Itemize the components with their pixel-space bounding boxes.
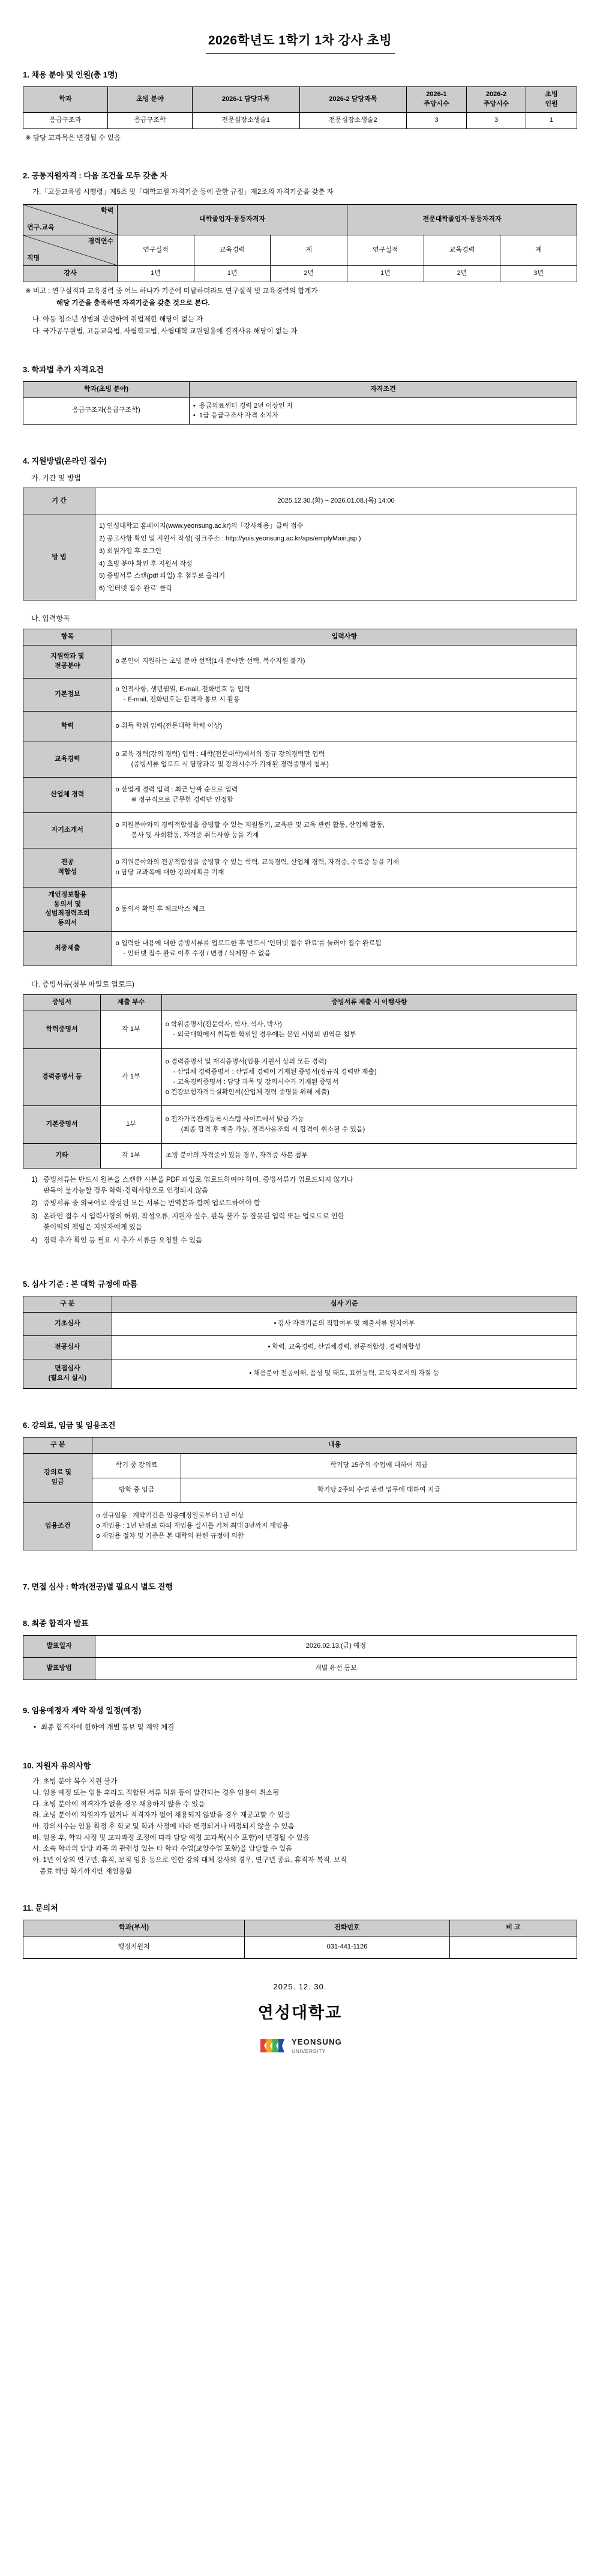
recruitment-fields-table — [23, 86, 577, 129]
subheader-total-2: 계 — [500, 235, 577, 266]
cell-fee-label: 강의료 및 임금 — [23, 1453, 92, 1502]
section-9-contract-schedule — [23, 1705, 577, 1733]
list-item: • 1급 응급구조사 자격 소지자 — [193, 411, 573, 421]
cell-doc-notes: o 학위증명서(전문학사, 학사, 석사, 박사) - 외국대학에서 취득한 학위일 경우에는 본인 서명의 번역문 첨부 — [161, 1011, 577, 1048]
table-row — [23, 1453, 577, 1478]
section-10-heading: 10. 지원자 유의사항 — [23, 1761, 91, 1770]
section-1-recruitment-fields — [23, 70, 577, 143]
table-row — [23, 398, 577, 424]
col-category: 구 분 — [23, 1437, 92, 1453]
final-results-table — [23, 1635, 577, 1680]
table-row — [23, 1011, 577, 1048]
notice-item: 나. 임용 예정 또는 임용 후라도 적합된 서류 허위 등이 발견되는 경우 임용이 취소됨 — [32, 1789, 280, 1797]
cell-category: 전공심사 — [23, 1335, 112, 1359]
cell-category: 면접심사 (필요시 실시) — [23, 1359, 112, 1388]
section-9-heading: 9. 임용예정자 계약 작성 일정(예정) — [23, 1706, 142, 1716]
cell-doc-notes: o 전자가족관계등록시스템 사이트에서 발급 가능 (최종 합격 후 제출 가능, 결격사유조회 시 합격이 취소될 수 있음) — [161, 1105, 577, 1143]
contract-schedule-list — [34, 1722, 577, 1733]
cell-item-detail: o 취득 학위 입력(전문대학 학력 이상) — [112, 711, 577, 742]
table-header-row-1 — [23, 205, 577, 235]
contact-table — [23, 1920, 577, 1959]
section-3-additional-requirements — [23, 364, 577, 425]
table-row — [23, 887, 577, 932]
cell-item-name: 최종제출 — [23, 932, 112, 966]
section-6-salary-conditions — [23, 1420, 577, 1550]
col-copies: 제출 부수 — [101, 994, 162, 1011]
section-1-heading: 1. 채용 분야 및 인원(총 1명) — [23, 70, 118, 80]
col-category: 구 분 — [23, 1296, 112, 1312]
cell-doc-name: 기타 — [23, 1143, 101, 1168]
cell-item-name: 기본정보 — [23, 678, 112, 711]
table-row — [23, 1937, 577, 1959]
corner-cell-degree: 학력 연구.교육 — [23, 205, 118, 235]
table-header-row-2 — [23, 235, 577, 266]
notice-item: 사. 소속 학과의 담당 과목 외 관련성 있는 타 학과 수업(교양수업 포함)을 담당할 수 있음 — [32, 1845, 293, 1853]
value-announce-date: 2026.02.13.(금) 예정 — [95, 1636, 577, 1658]
cell-subject-2: 전문심장소생술2 — [299, 113, 407, 129]
table-header-row — [23, 381, 577, 398]
label-announce-date: 발표일자 — [23, 1636, 95, 1658]
col-dept-field: 학과(초빙 분야) — [23, 381, 190, 398]
subheader-teaching-1: 교육경력 — [194, 235, 271, 266]
section-7-heading: 7. 면접 심사 : 학과(전공)별 필요시 별도 진행 — [23, 1582, 173, 1591]
cell-doc-name: 학력증명서 — [23, 1011, 101, 1048]
section-2-heading: 2. 공통지원자격 : 다음 조건을 모두 갖춘 자 — [23, 171, 168, 180]
salary-conditions-table — [23, 1437, 577, 1550]
section-3-heading: 3. 학과별 추가 자격요건 — [23, 364, 104, 374]
col-document: 증빙서 — [23, 994, 101, 1011]
subheader-total-1: 계 — [271, 235, 347, 266]
table-row — [23, 1658, 577, 1680]
section-4-sub-a: 가. 기간 및 방법 — [31, 473, 81, 482]
notice-item: 아. 1년 이상의 연구년, 휴직, 보직 임용 등으로 인한 강의 대체 강사의 경우, 연구년 종료, 휴직자 복직, 보직 — [32, 1857, 347, 1864]
cell-item-detail: o 지원분야와의 경력적합성을 증빙할 수 있는 지원동기, 교육관 및 교육 관련 활동, 산업체 활동, 봉사 및 사회활동, 자격증 취득사항 등을 기재 — [112, 812, 577, 848]
col-dept: 학과 — [23, 87, 108, 113]
cell-item-name: 산업체 경력 — [23, 777, 112, 812]
section-11-contact — [23, 1903, 577, 1959]
cell-doc-copies: 각 1부 — [101, 1011, 162, 1048]
table-row-period — [23, 488, 577, 515]
table-row — [23, 1143, 577, 1168]
table-row — [23, 711, 577, 742]
cell-dept: 응급구조과 — [23, 113, 108, 129]
section-7-interview — [23, 1582, 577, 1593]
section-2-item-b: 나. 아동 청소년 성범죄 관련하여 취업제한 해당이 없는 자 — [32, 315, 203, 323]
value-announce-method: 개별 유선 통보 — [95, 1658, 577, 1680]
cell-criteria: • 학력, 교육경력, 산업체경력, 전공적합성, 경력적합성 — [112, 1335, 577, 1359]
cell-total-1: 2년 — [271, 266, 347, 282]
col-subject-2026-1: 2026-1 담당과목 — [192, 87, 299, 113]
cell-fee-text-vacation: 학기당 2주의 수업 관련 업무에 대하여 지급 — [181, 1478, 577, 1502]
list-item: 1) 증빙서류는 반드시 원본을 스캔한 사본을 PDF 파일로 업로드하여야 하며, 증빙서류가 업로드되지 않거나 판독이 불가능할 경우 학력·경력사항으로 인정되지 않음 — [31, 1176, 353, 1195]
section-4-application-method — [23, 456, 577, 1246]
cell-department: 행정지원처 — [23, 1937, 245, 1959]
cell-subject-1: 전문심장소생술1 — [192, 113, 299, 129]
additional-requirements-table — [23, 381, 577, 425]
table-row — [23, 742, 577, 777]
cell-doc-name: 경력증명서 등 — [23, 1048, 101, 1105]
col-criteria: 심사 기준 — [112, 1296, 577, 1312]
table-row-method — [23, 515, 577, 600]
cell-criteria: • 채용분야 전공이해, 품성 및 태도, 표현능력, 교육자로서의 자질 등 — [112, 1359, 577, 1388]
section-2-item-a: 가.「고등교육법 시행령」제5조 및「대학교원 자격기준 등에 관한 규정」제2조의 자격기준을 갖춘 자 — [32, 188, 334, 196]
col-hours-2026-2: 2026-2 주당시수 — [466, 87, 526, 113]
cell-headcount: 1 — [526, 113, 577, 129]
cell-conditions-items: o 신규임용 : 계약기간은 임용예정일로부터 1년 이상 o 재임용 : 1년 단위로 하되 재임용 실시를 거쳐 최대 3년까지 재임용 o 재임용 절차 및 기준은 본 대학의 관련 규정에 의함 — [92, 1502, 577, 1550]
value-period: 2025.12.30.(화) ~ 2026.01.08.(목) 14:00 — [95, 488, 577, 515]
qualification-years-table — [23, 204, 577, 282]
cell-doc-copies: 1부 — [101, 1105, 162, 1143]
notice-item-cont: 종료 해당 학기까지만 재임용함 — [40, 1867, 133, 1875]
section-4-sub-b: 나. 입력항목 — [31, 614, 70, 623]
table-row — [23, 932, 577, 966]
cell-position-title: 강사 — [23, 266, 118, 282]
corner-cell-years: 경력연수 직명 — [23, 235, 118, 266]
method-step: 3) 회원가입 후 로그인 — [98, 547, 161, 555]
notice-item: 바. 임용 후, 학과 사정 및 교과과정 조정에 따라 담당 예정 교과목(시수 포함)이 변경될 수 있음 — [32, 1834, 310, 1842]
table-row — [23, 848, 577, 887]
cell-teaching-1: 1년 — [194, 266, 271, 282]
col-conditions: 자격조건 — [189, 381, 577, 398]
section-4-sub-c: 다. 증빙서류(첨부 파일로 업로드) — [31, 980, 135, 989]
method-step: 1) 연성대학교 홈페이지(www.yeonsung.ac.kr)의「강사채용」클릭 접수 — [98, 522, 304, 530]
col-submission-notes: 증빙서류 제출 시 이행사항 — [161, 994, 577, 1011]
col-content: 내용 — [92, 1437, 577, 1453]
table-header-row — [23, 1296, 577, 1312]
evaluation-criteria-table — [23, 1296, 577, 1389]
cell-criteria: • 강사 자격기준의 적합여부 및 제출서류 일치여부 — [112, 1312, 577, 1335]
table-row — [23, 1335, 577, 1359]
application-period-table — [23, 488, 577, 600]
section-2-note-line-2: 해당 기준을 충족하면 자격기준을 갖춘 것으로 본다. — [56, 299, 210, 307]
table-row — [23, 812, 577, 848]
cell-item-name: 개인정보활용 동의서 및 성범죄경력조회 동의서 — [23, 887, 112, 932]
subheader-research-2: 연구실적 — [347, 235, 424, 266]
subheader-teaching-2: 교육경력 — [424, 235, 500, 266]
list-item: 3) 온라인 접수 시 입력사항의 허위, 작성오류, 지원자 실수, 판독 불가 등 잘못된 입력 또는 업로드로 인한 불이익의 책임은 지원자에게 있음 — [31, 1212, 344, 1232]
table-header-row — [23, 1437, 577, 1453]
cell-research-2: 1년 — [347, 266, 424, 282]
input-items-table — [23, 629, 577, 967]
cell-fee-sub-vacation: 방학 중 임금 — [92, 1478, 181, 1502]
conditions-list — [193, 401, 573, 421]
section-4-heading: 4. 지원방법(온라인 접수) — [23, 456, 107, 465]
cell-fee-sub-semester: 학기 중 강의료 — [92, 1453, 181, 1478]
document-notes-list — [23, 1175, 577, 1246]
section-2-item-c: 다. 국가공무원법, 고등교육법, 사립학교법, 사립대학 교원임용에 결격사유 해당이 없는 자 — [32, 328, 298, 336]
col-input-detail: 입력사항 — [112, 629, 577, 645]
label-announce-method: 발표방법 — [23, 1658, 95, 1680]
method-step: 2) 공고사항 확인 및 지원서 작성( 링크주소 : http://yuis.yeonsung.ac.kr/aps/emplyMain.jsp ) — [98, 534, 361, 542]
title-underline — [206, 53, 395, 54]
method-step: 6) '인터넷 접수 완료' 클릭 — [98, 585, 172, 593]
university-name: 연성대학교 — [257, 2004, 343, 2022]
cell-teaching-2: 2년 — [424, 266, 500, 282]
table-header-row — [23, 629, 577, 645]
cell-doc-notes: 초빙 분야의 자격증이 있을 경우, 자격증 사본 첨부 — [161, 1143, 577, 1168]
cell-phone: 031-441-1126 — [245, 1937, 450, 1959]
col-phone: 전화번호 — [245, 1920, 450, 1937]
section-11-heading: 11. 문의처 — [23, 1903, 58, 1913]
cell-hours-1: 3 — [407, 113, 467, 129]
table-header-row — [23, 994, 577, 1011]
logo-wordmark: YEONSUNG UNIVERSITY — [291, 2037, 342, 2055]
col-remarks: 비 고 — [449, 1920, 577, 1937]
cell-hours-2: 3 — [466, 113, 526, 129]
cell-item-detail: o 동의서 확인 후 체크박스 체크 — [112, 887, 577, 932]
section-10-applicant-notices — [23, 1761, 577, 1877]
yeonsung-logo-icon — [258, 2036, 286, 2056]
issue-date: 2025. 12. 30. — [273, 1982, 327, 1992]
col-field: 초빙 분야 — [107, 87, 192, 113]
col-subject-2026-2: 2026-2 담당과목 — [299, 87, 407, 113]
list-item: • 최종 합격자에 한하여 개별 통보 및 계약 체결 — [34, 1722, 577, 1733]
page-title: 2026학년도 1학기 1차 강사 초빙 — [208, 34, 392, 47]
university-logo — [23, 2036, 577, 2056]
section-2-common-qualifications — [23, 171, 577, 337]
table-row — [23, 1312, 577, 1335]
subheader-research-1: 연구실적 — [118, 235, 194, 266]
cell-item-detail: o 입력한 내용에 대한 증빙서류를 업로드한 후 반드시 '인터넷 접수 완료'를 눌러야 접수 완료됨 - 인터넷 접수 완료 이후 수정 / 변경 / 삭제할 수 없음 — [112, 932, 577, 966]
cell-remarks — [449, 1937, 577, 1959]
section-1-note: ※ 담당 교과목은 변경될 수 있음 — [25, 135, 121, 142]
cell-total-2: 3년 — [500, 266, 577, 282]
cell-conditions-label: 임용조건 — [23, 1502, 92, 1550]
cell-item-name: 학력 — [23, 711, 112, 742]
table-row — [23, 645, 577, 678]
section-8-heading: 8. 최종 합격자 발표 — [23, 1619, 89, 1628]
table-row — [23, 113, 577, 129]
cell-item-name: 지원학과 및 전공분야 — [23, 645, 112, 678]
cell-category: 기초심사 — [23, 1312, 112, 1335]
list-item: 4) 경력 추가 확인 등 필요 시 추가 서류를 요청할 수 있음 — [31, 1236, 203, 1244]
list-item: 2) 증빙서류 중 외국어로 작성된 모든 서류는 번역본과 함께 업로드하여야 함 — [31, 1200, 261, 1208]
section-8-final-results — [23, 1618, 577, 1680]
section-5-heading: 5. 심사 기준 : 본 대학 규정에 따름 — [23, 1280, 138, 1289]
cell-item-detail: o 지원분야와의 전공적합성을 증빙할 수 있는 학력, 교육경력, 산업체 경력, 자격증, 수료증 등을 기재 o 담당 교과목에 대한 강의계획을 기재 — [112, 848, 577, 887]
table-row — [23, 777, 577, 812]
table-row — [23, 1478, 577, 1502]
col-item: 항목 — [23, 629, 112, 645]
cell-item-detail: o 교육 경력(강의 경력) 입력 : 대학(전문대학)에서의 정규 강의경력만 입력 (증빙서류 업로드 시 담당과목 및 강의시수가 기재된 경력증명서 첨부) — [112, 742, 577, 777]
cell-item-name: 전공 적합성 — [23, 848, 112, 887]
notice-item: 라. 초빙 분야에 지원자가 없거나 적격자가 없어 채용되지 않았을 경우 재공고할 수 있음 — [32, 1812, 291, 1819]
col-headcount: 초빙 인원 — [526, 87, 577, 113]
cell-item-detail: o 인적사항, 생년월일, E-mail, 전화번호 등 입력 - E-mail, 전화번호는 합격자 통보 시 활용 — [112, 678, 577, 711]
cell-dept-field: 응급구조과(응급구조학) — [23, 398, 190, 424]
group-header-college: 전문대학졸업자·동등자격자 — [347, 205, 577, 235]
table-row — [23, 266, 577, 282]
cell-fee-text-semester: 학기당 15주의 수업에 대하여 지급 — [181, 1453, 577, 1478]
notice-item: 가. 초빙 분야 복수 지원 불가 — [32, 1778, 118, 1786]
notice-item: 마. 강의시수는 임용 확정 후 학교 및 학과 사정에 따라 변경되거나 배정되지 않을 수 있음 — [32, 1823, 295, 1831]
method-step: 5) 증빙서류 스캔(pdf 파일) 후 첨부로 올리기 — [98, 572, 226, 580]
cell-item-detail: o 본인이 지원하는 초빙 분야 선택(1개 분야만 선택, 복수지원 불가) — [112, 645, 577, 678]
table-row — [23, 678, 577, 711]
notice-item: 다. 초빙 분야에 적격자가 없을 경우 채용하지 않을 수 있음 — [32, 1800, 205, 1808]
section-6-heading: 6. 강의료, 임금 및 임용조건 — [23, 1420, 116, 1430]
table-row — [23, 1048, 577, 1105]
cell-doc-copies: 각 1부 — [101, 1143, 162, 1168]
cell-research-1: 1년 — [118, 266, 194, 282]
label-method: 방 법 — [23, 515, 95, 600]
cell-field: 응급구조학 — [107, 113, 192, 129]
cell-conditions — [189, 398, 577, 424]
method-step: 4) 초빙 분야 확인 후 지원서 작성 — [98, 560, 193, 567]
table-row — [23, 1359, 577, 1388]
table-header-row — [23, 87, 577, 113]
label-period: 기 간 — [23, 488, 95, 515]
table-row — [23, 1636, 577, 1658]
table-row — [23, 1105, 577, 1143]
cell-item-name: 교육경력 — [23, 742, 112, 777]
section-5-evaluation-criteria — [23, 1279, 577, 1389]
col-hours-2026-1: 2026-1 주당시수 — [407, 87, 467, 113]
cell-doc-name: 기본증명서 — [23, 1105, 101, 1143]
cell-doc-copies: 각 1부 — [101, 1048, 162, 1105]
cell-item-name: 자기소개서 — [23, 812, 112, 848]
required-documents-table — [23, 994, 577, 1169]
list-item: • 응급의료센터 경력 2년 이상인 자 — [193, 401, 573, 411]
group-header-university: 대학졸업자·동등자격자 — [118, 205, 347, 235]
section-2-note-line-1: ※ 비고 : 연구실적과 교육경력 중 어느 하나가 기준에 미달하더라도 연구실적 및 교육경력의 합계가 — [25, 288, 318, 295]
cell-doc-notes: o 경력증명서 및 재직증명서(임용 지원서 상의 모든 경력) - 산업체 경력증명서 : 산업체 경력이 기재된 증명서(정규직 경력만 제출) - 교육경력증명서 : 담당 과목 및 강의시수가 기재된 증명서 o 건강보험자격득실확인서(산업체 경력 증명을 위해 제출) — [161, 1048, 577, 1105]
value-method-steps — [95, 515, 577, 600]
table-row — [23, 1502, 577, 1550]
table-header-row — [23, 1920, 577, 1937]
col-department: 학과(부서) — [23, 1920, 245, 1937]
cell-item-detail: o 산업체 경력 입력 : 최근 날짜 순으로 입력 ※ 정규직으로 근무한 경력만 인정함 — [112, 777, 577, 812]
